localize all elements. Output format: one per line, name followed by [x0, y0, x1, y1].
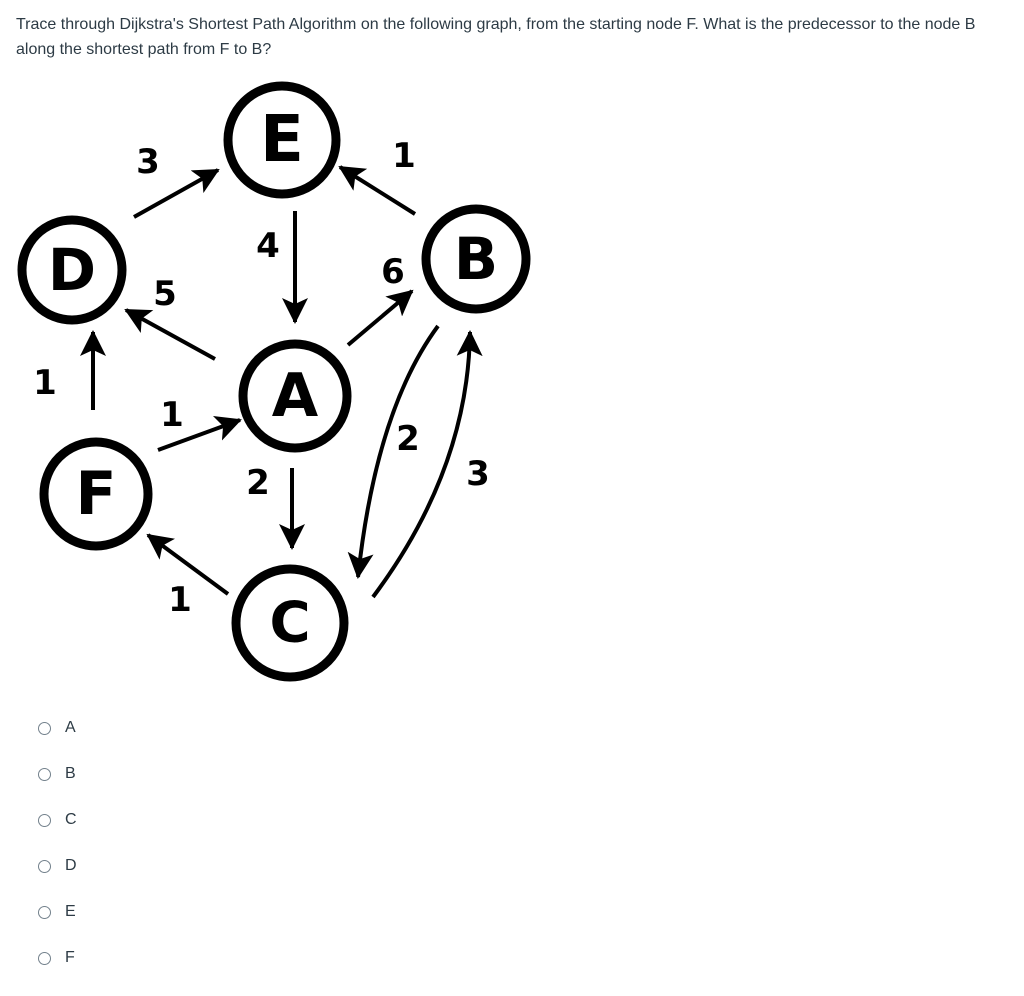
edge-c-b — [373, 332, 470, 597]
radio-button-e[interactable] — [38, 906, 51, 919]
radio-button-f[interactable] — [38, 952, 51, 965]
answer-option-d[interactable] — [38, 843, 77, 889]
weight-b-e: 1 — [392, 136, 416, 176]
answer-label-f[interactable]: F — [65, 949, 75, 966]
node-c-label: C — [269, 590, 311, 656]
node-e-label: E — [260, 103, 304, 177]
answer-label-b[interactable]: B — [65, 765, 76, 782]
radio-button-d[interactable] — [38, 860, 51, 873]
node-f — [44, 442, 148, 546]
weight-a-b: 6 — [381, 252, 405, 292]
node-d — [22, 220, 122, 320]
radio-button-a[interactable] — [38, 722, 51, 735]
weight-f-d: 1 — [33, 363, 57, 403]
question-text: Trace through Dijkstra's Shortest Path Algorithm on the following graph, from the starting node F. What is the predecessor to the node B along the shortest path from F to B? — [16, 16, 976, 58]
node-a-label: A — [271, 361, 319, 431]
edge-a-d — [126, 310, 215, 359]
weight-d-e: 3 — [136, 142, 160, 182]
radio-button-b[interactable] — [38, 768, 51, 781]
node-f-label: F — [75, 459, 117, 529]
answer-option-c[interactable] — [38, 797, 77, 843]
answer-label-a[interactable]: A — [65, 719, 76, 736]
weight-b-c: 2 — [396, 419, 420, 459]
weight-f-a: 1 — [160, 395, 184, 435]
edge-a-b — [348, 291, 412, 345]
radio-button-c[interactable] — [38, 814, 51, 827]
answer-option-f[interactable] — [38, 935, 77, 981]
node-c — [236, 569, 344, 677]
answer-label-c[interactable]: C — [65, 811, 77, 828]
weight-c-f: 1 — [168, 580, 192, 620]
answer-label-e[interactable]: E — [65, 903, 76, 920]
node-e — [228, 86, 336, 194]
weight-a-d: 5 — [153, 274, 177, 314]
answer-option-b[interactable] — [38, 751, 77, 797]
graph-diagram — [0, 70, 560, 690]
answer-list — [38, 705, 77, 981]
node-b-label: B — [453, 225, 499, 293]
node-b — [426, 209, 526, 309]
weight-e-a: 4 — [256, 226, 280, 266]
node-d-label: D — [47, 236, 97, 304]
answer-option-e[interactable] — [38, 889, 77, 935]
answer-option-a[interactable] — [38, 705, 77, 751]
weight-c-b: 3 — [466, 454, 490, 494]
weight-a-c: 2 — [246, 463, 270, 503]
node-a — [243, 344, 347, 448]
answer-label-d[interactable]: D — [65, 857, 77, 874]
